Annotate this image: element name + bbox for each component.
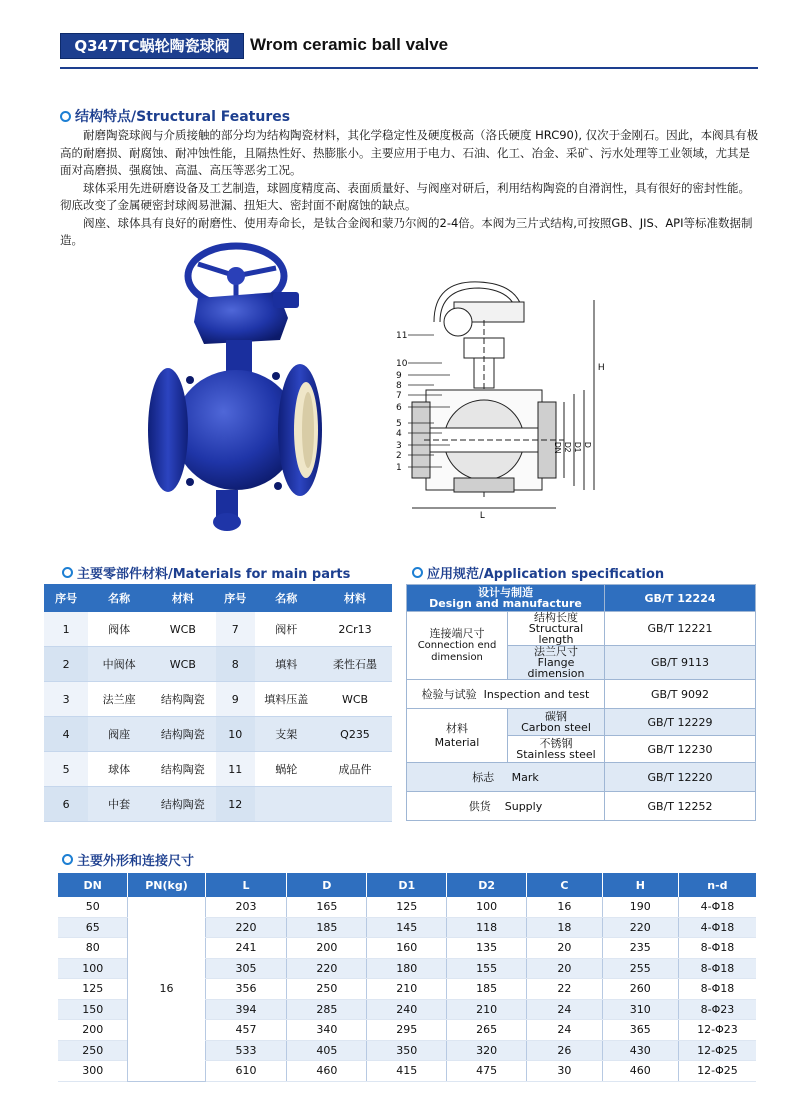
conn-cell (407, 612, 508, 680)
table-cell: 支架 (255, 717, 318, 752)
table-cell: 285 (287, 999, 367, 1020)
table-cell: 160 (367, 938, 447, 959)
table-cell: 220 (602, 917, 678, 938)
table-cell: WCB (150, 647, 216, 682)
part-number-label: 10 (396, 359, 408, 369)
table-cell: 405 (287, 1040, 367, 1061)
column-header: D1 (367, 873, 447, 897)
mark-std: GB/T 12220 (605, 763, 756, 792)
table-cell: 150 (58, 999, 128, 1020)
flange-cell (508, 646, 605, 680)
table-row (44, 612, 392, 647)
table-row (44, 717, 392, 752)
structural-heading (60, 106, 290, 126)
column-header: 名称 (255, 584, 318, 612)
table-cell: 125 (58, 979, 128, 1000)
dimensions-table (58, 873, 756, 1082)
table-cell: 190 (602, 897, 678, 917)
table-cell: 350 (367, 1040, 447, 1061)
part-number-label: 7 (396, 391, 402, 401)
design-std: GB/T 12224 (605, 585, 756, 612)
table-cell: 356 (205, 979, 287, 1000)
table-cell: 80 (58, 938, 128, 959)
table-row (44, 647, 392, 682)
table-cell: 265 (447, 1020, 527, 1041)
supply-cell (407, 792, 605, 821)
table-cell: 365 (602, 1020, 678, 1041)
structural-text (60, 127, 760, 250)
conn-en: Connection end dimension (417, 639, 497, 663)
table-cell: 320 (447, 1040, 527, 1061)
table-cell: 12-Φ23 (678, 1020, 756, 1041)
part-number-label: 4 (396, 429, 402, 439)
bullet-icon (62, 854, 73, 865)
mat-cell (407, 709, 508, 763)
table-cell: 235 (602, 938, 678, 959)
table-cell: 457 (205, 1020, 287, 1041)
table-cell: 11 (216, 752, 255, 787)
flange-std: GB/T 9113 (605, 646, 756, 680)
stainless-std: GB/T 12230 (605, 736, 756, 763)
stainless-cell (508, 736, 605, 763)
carbon-cn: 碳钢 (545, 710, 567, 723)
table-cell: 阀体 (88, 612, 149, 647)
part-number-label: 2 (396, 451, 402, 461)
table-cell: 中阀体 (88, 647, 149, 682)
column-header: L (205, 873, 287, 897)
table-cell: 610 (205, 1061, 287, 1082)
table-cell: 5 (44, 752, 88, 787)
section-drawing (394, 280, 624, 520)
materials-heading-text: 主要零部件材料/Materials for main parts (77, 567, 351, 582)
column-header: D2 (447, 873, 527, 897)
part-number-label: 1 (396, 463, 402, 473)
bullet-icon (62, 567, 73, 578)
dim-label-DN: DN (553, 442, 562, 454)
column-header: 序号 (216, 584, 255, 612)
application-table (406, 584, 756, 821)
table-row (44, 787, 392, 822)
table-cell: 阀座 (88, 717, 149, 752)
table-cell: 12-Φ25 (678, 1061, 756, 1082)
part-number-label: 9 (396, 371, 402, 381)
table-cell: 20 (527, 938, 603, 959)
table-cell: 12-Φ25 (678, 1040, 756, 1061)
table-cell: 16 (527, 897, 603, 917)
column-header: D (287, 873, 367, 897)
design-en: Design and manufacture (429, 597, 582, 610)
table-cell: 180 (367, 958, 447, 979)
materials-table (44, 584, 392, 822)
table-cell: 240 (367, 999, 447, 1020)
mark-cell (407, 763, 605, 792)
table-cell: 250 (58, 1040, 128, 1061)
dim-label-D2: D2 (563, 442, 572, 453)
dim-label-D1: D1 (573, 442, 582, 453)
table-row (58, 897, 756, 917)
table-cell: WCB (150, 612, 216, 647)
table-cell: 3 (44, 682, 88, 717)
dim-label-L: L (480, 510, 486, 520)
column-header: 材料 (318, 584, 392, 612)
table-cell: 415 (367, 1061, 447, 1082)
table-cell: 340 (287, 1020, 367, 1041)
table-cell: 135 (447, 938, 527, 959)
table-cell: 18 (527, 917, 603, 938)
flange-cn: 法兰尺寸 (534, 645, 578, 658)
design-cn: 设计与制造 (478, 586, 533, 599)
table-cell: 26 (527, 1040, 603, 1061)
struct-cell (508, 612, 605, 646)
table-cell: 200 (287, 938, 367, 959)
table-cell: 4 (44, 717, 88, 752)
table-cell: 8-Φ18 (678, 938, 756, 959)
table-cell: WCB (318, 682, 392, 717)
paragraph: 阀座、球体具有良好的耐磨性、使用寿命长，是钛合金阀和蒙乃尔阀的2-4倍。本阀为三片式结构,可按照GB、JIS、API等标准数据制造。 (60, 215, 753, 247)
table-cell: 460 (602, 1061, 678, 1082)
design-cell (407, 585, 605, 612)
materials-heading (62, 563, 350, 582)
table-cell: 300 (58, 1061, 128, 1082)
part-number-label: 11 (396, 331, 408, 341)
table-cell: 9 (216, 682, 255, 717)
table-cell: 结构陶瓷 (150, 717, 216, 752)
supply-cn: 供货 (468, 800, 491, 813)
table-cell: 100 (447, 897, 527, 917)
paragraph: 球体采用先进研磨设备及工艺制造，球圆度精度高、表面质量好、与阀座对研后，利用结构陶瓷的自滑润性，具有很好的密封性能。彻底改变了金属硬密封球阀易泄漏、扭矩大、密封面不耐腐蚀的缺点。 (60, 180, 750, 212)
table-cell: 中套 (88, 787, 149, 822)
table-cell: 2 (44, 647, 88, 682)
table-cell: 球体 (88, 752, 149, 787)
part-number-label: 6 (396, 403, 402, 413)
page-title: Wrom ceramic ball valve (250, 35, 449, 54)
table-cell: 6 (44, 787, 88, 822)
insp-en: Inspection and test (483, 688, 590, 701)
mat-en: Material (434, 735, 480, 749)
table-cell: 30 (527, 1061, 603, 1082)
table-cell: 100 (58, 958, 128, 979)
table-cell: 柔性石墨 (318, 647, 392, 682)
table-cell: 8-Φ23 (678, 999, 756, 1020)
mat-cn: 材料 (446, 721, 468, 735)
column-header: DN (58, 873, 128, 897)
application-heading (412, 563, 664, 582)
table-cell: 法兰座 (88, 682, 149, 717)
part-number-label: 3 (396, 441, 402, 451)
table-cell: Q235 (318, 717, 392, 752)
table-row (44, 682, 392, 717)
table-cell: 203 (205, 897, 287, 917)
table-cell: 210 (447, 999, 527, 1020)
table-cell: 200 (58, 1020, 128, 1041)
struct-std: GB/T 12221 (605, 612, 756, 646)
supply-std: GB/T 12252 (605, 792, 756, 821)
dim-label-H: H (598, 362, 605, 372)
table-cell: 8-Φ18 (678, 979, 756, 1000)
table-cell: 8-Φ18 (678, 958, 756, 979)
column-header: H (602, 873, 678, 897)
stainless-cn: 不锈钢 (539, 737, 573, 750)
table-cell: 220 (205, 917, 287, 938)
dimensions-heading (62, 850, 194, 869)
table-cell (255, 787, 318, 822)
application-heading-text: 应用规范/Application specification (427, 567, 665, 582)
table-cell: 结构陶瓷 (150, 682, 216, 717)
table-cell (318, 787, 392, 822)
table-cell: 185 (447, 979, 527, 1000)
table-cell: 2Cr13 (318, 612, 392, 647)
table-cell: 成品件 (318, 752, 392, 787)
paragraph: 耐磨陶瓷球阀与介质接触的部分均为结构陶瓷材料，其化学稳定性及硬度极高（洛氏硬度 HRC90), 仅次于金刚石。因此，本阀具有极高的耐磨损、耐腐蚀、耐冲蚀性能，且隔热性好、热膨胀小。主要应用于电力、石油、化工、冶金、采矿、污水处理等工业领域，尤其是面对高磨损、强腐蚀、高温、高压等恶劣工况。 (60, 128, 759, 177)
table-cell: 125 (367, 897, 447, 917)
bullet-icon (412, 567, 423, 578)
table-cell: 118 (447, 917, 527, 938)
dim-label-D: D (583, 442, 592, 448)
table-cell: 65 (58, 917, 128, 938)
table-cell: 165 (287, 897, 367, 917)
table-cell: 填料 (255, 647, 318, 682)
table-cell: 1 (44, 612, 88, 647)
struct-cn: 结构长度 (534, 611, 578, 624)
table-cell: 7 (216, 612, 255, 647)
mark-en: Mark (511, 771, 539, 784)
carbon-en: Carbon steel (521, 721, 591, 734)
insp-cn: 检验与试验 (421, 688, 477, 701)
product-code-badge: Q347TC蜗轮陶瓷球阀 (60, 33, 244, 59)
table-cell: 20 (527, 958, 603, 979)
table-cell: 185 (287, 917, 367, 938)
table-cell: 255 (602, 958, 678, 979)
table-cell: 结构陶瓷 (150, 752, 216, 787)
column-header: C (527, 873, 603, 897)
column-header: n-d (678, 873, 756, 897)
column-header: 序号 (44, 584, 88, 612)
table-cell: 12 (216, 787, 255, 822)
table-cell: 24 (527, 999, 603, 1020)
flange-en: Flange dimension (527, 656, 585, 680)
pn-cell: 16 (128, 897, 205, 1081)
table-cell: 310 (602, 999, 678, 1020)
column-header: 材料 (150, 584, 216, 612)
table-cell: 155 (447, 958, 527, 979)
table-cell: 8 (216, 647, 255, 682)
header-rule (60, 67, 758, 69)
table-cell: 475 (447, 1061, 527, 1082)
table-cell: 蜗轮 (255, 752, 318, 787)
table-cell: 结构陶瓷 (150, 787, 216, 822)
column-header: 名称 (88, 584, 149, 612)
table-cell: 4-Φ18 (678, 897, 756, 917)
part-number-label: 5 (396, 419, 402, 429)
supply-en: Supply (504, 800, 543, 813)
mark-cn: 标志 (472, 771, 495, 784)
part-number-label: 8 (396, 381, 402, 391)
carbon-std: GB/T 12229 (605, 709, 756, 736)
dimensions-heading-text: 主要外形和连接尺寸 (77, 854, 195, 869)
stainless-en: Stainless steel (516, 748, 596, 761)
table-cell: 430 (602, 1040, 678, 1061)
table-cell: 241 (205, 938, 287, 959)
table-row (44, 752, 392, 787)
insp-cell (407, 680, 605, 709)
column-header: PN(kg) (128, 873, 205, 897)
conn-cn: 连接端尺寸 (429, 626, 485, 640)
table-cell: 22 (527, 979, 603, 1000)
bullet-icon (60, 111, 71, 122)
table-cell: 260 (602, 979, 678, 1000)
struct-en: Structural length (528, 622, 584, 646)
table-cell: 533 (205, 1040, 287, 1061)
table-cell: 305 (205, 958, 287, 979)
structural-heading-text: 结构特点/Structural Features (75, 109, 291, 125)
carbon-cell (508, 709, 605, 736)
table-cell: 210 (367, 979, 447, 1000)
table-cell: 阀杆 (255, 612, 318, 647)
table-cell: 394 (205, 999, 287, 1020)
table-cell: 10 (216, 717, 255, 752)
table-cell: 250 (287, 979, 367, 1000)
table-cell: 填料压盖 (255, 682, 318, 717)
insp-std: GB/T 9092 (605, 680, 756, 709)
table-cell: 460 (287, 1061, 367, 1082)
table-cell: 50 (58, 897, 128, 917)
table-cell: 145 (367, 917, 447, 938)
table-cell: 4-Φ18 (678, 917, 756, 938)
table-cell: 220 (287, 958, 367, 979)
valve-photo (128, 240, 344, 540)
table-cell: 295 (367, 1020, 447, 1041)
table-cell: 24 (527, 1020, 603, 1041)
